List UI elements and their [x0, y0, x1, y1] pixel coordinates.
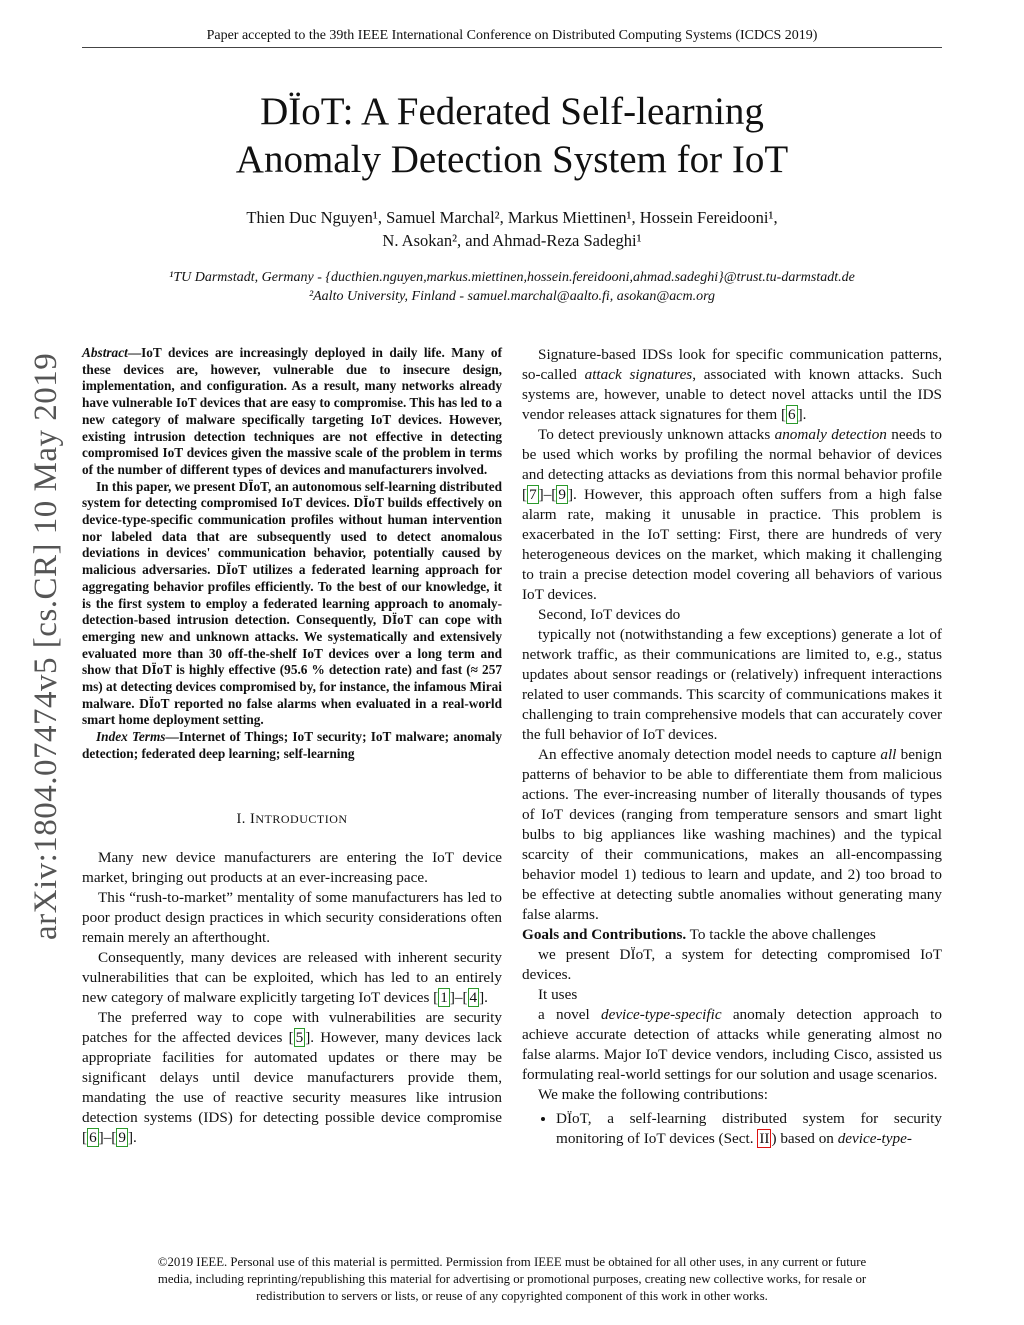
- citation-link[interactable]: 4: [469, 988, 478, 1006]
- venue-header: Paper accepted to the 39th IEEE International Conference on Distributed Computing Systems (ICDCS 2019): [206, 28, 818, 43]
- abstract-paragraph-2: In this paper, we present DÏoT, an autonomous self-learning distributed system for detecting compromised IoT devices. DÏoT builds effectively on device-type-specific communication profiles without human intervention nor labeled data that are subsequently used to detect anomalous deviations in devices' communication behavior, potentially caused by malicious adversaries. DÏoT utilizes a federated learning approach for aggregating behavior profiles efficiently. To the best of our knowledge, it is the first system to employ a federated learning approach to anomaly-detection-based intrusion detection. Consequently, DÏoT can cope with emerging new and unknown attacks. We systematically and extensively evaluated more than 30 off-the-shelf IoT devices over a long term and show that DÏoT is highly effective (95.6 % detection rate) and fast (≈ 257 ms) at detecting devices compromised by, for instance, the infamous Mirai malware. DÏoT reported no false alarms when evaluated in a real-world smart home deployment setting.: [82, 478, 502, 728]
- title-line-2: Anomaly Detection System for IoT: [235, 138, 789, 181]
- right-paragraph-2: To detect previously unknown attacks anomaly detection needs to be used which works by profiling the normal behavior of devices and detecting attacks as deviations from this normal behavior profile [ 7 ]–[ 9 ]. However, this approach often suffers from a high false alarm rate, making it unusable in practice. This problem is exacerbated in the IoT setting: First, there are hundreds of very heterogeneous devices on the market, which making it challenging to train a precise detection model covering all behaviors of various IoT devices.: [522, 426, 942, 603]
- citation-link[interactable]: 1: [440, 988, 448, 1006]
- contribution-list: [522, 1109, 942, 1149]
- citation-link[interactable]: 9: [558, 486, 566, 503]
- intro-paragraph-4: The preferred way to cope with vulnerabilities are security patches for the affected devices [ 5 ]. However, many devices lack appropriate facilities for automated updates or there may be significant delays until device manufacturers provide them, mandating the use of reactive security measures like intrusion detection systems (IDS) for detecting possible device compromise [ 6 ]–[ 9 ].: [82, 1008, 502, 1146]
- citation-link[interactable]: 9: [118, 1128, 126, 1146]
- title-line-1: DÏoT: A Federated Self-learning: [260, 90, 764, 133]
- paper-title: [82, 88, 942, 184]
- right-column: [522, 345, 942, 1149]
- right-paragraph-7: It uses: [538, 986, 578, 1003]
- affiliation-1: ¹TU Darmstadt, Germany - {ducthien.nguyen,markus.miettinen,hossein.fereidooni,ahmad.sadeghi}@trust.tu-darmstadt.de: [169, 270, 855, 285]
- authors-line-1: Thien Duc Nguyen¹, Samuel Marchal², Markus Miettinen¹, Hossein Fereidooni¹,: [246, 208, 778, 227]
- right-paragraph-4: typically not (notwithstanding a few exceptions) generate a lot of network traffic, as their communications are limited to, e.g., status updates about sensor readings or (relatively) infrequent interactions related to user commands. This scarcity of communications makes it challenging to train comprehensive models that can accurately cover the full behavior of IoT devices.: [522, 626, 942, 743]
- footer-line-2: media, including reprinting/republishing this material for advertising or promotional purposes, creating new collective works, for resale or: [157, 1272, 867, 1286]
- right-paragraph-5: An effective anomaly detection model needs to capture all benign patterns of behavior to be able to differentiate them from malicious actions. The ever-increasing number of literally thousands of types of IoT devices (ranging from temperature sensors and smart light bulbs to big appliances like washing machines) and the typical scarcity of their communications, makes an all-encompassing behavior model 1) tedious to learn and update, and 2) too broad to be effective at detecting subtle anomalies without generating many false alarms.: [522, 746, 942, 923]
- affiliation-2: ²Aalto University, Finland - samuel.marchal@aalto.fi, asokan@acm.org: [308, 289, 716, 304]
- intro-paragraph-2: This “rush-to-market” mentality of some manufacturers has led to poor product design practices in which security considerations often remain merely an afterthought.: [82, 888, 502, 946]
- citation-link[interactable]: 5: [295, 1028, 304, 1046]
- right-paragraph-6: we present DÏoT, a system for detecting compromised IoT devices.: [522, 946, 942, 983]
- author-list: [82, 206, 942, 252]
- footer-line-3: redistribution to servers or lists, or reuse of any copyrighted component of this work in other works.: [256, 1289, 768, 1303]
- section-heading-introduction: I. INTRODUCTION: [236, 810, 348, 827]
- copyright-footer: [82, 1254, 942, 1305]
- goals-label: Goals and Contributions.: [522, 926, 687, 943]
- abstract-paragraph-1: [82, 345, 502, 479]
- section-reference-link[interactable]: II: [759, 1130, 770, 1147]
- left-column: [82, 345, 502, 1148]
- footer-line-1: ©2019 IEEE. Personal use of this material is permitted. Permission from IEEE must be obtained for all other uses, in any current or future: [157, 1255, 867, 1269]
- arxiv-stamp: arXiv:1804.07474v5 [cs.CR] 10 May 2019: [28, 352, 64, 940]
- index-terms-label: Index Terms: [96, 729, 166, 745]
- right-paragraph-3: Second, IoT devices do: [538, 606, 681, 623]
- index-terms-text: —Internet of Things; IoT security; IoT malware; anomaly detection; federated deep learning; self-learning: [82, 729, 502, 761]
- right-paragraph-9: We make the following contributions:: [538, 1086, 768, 1103]
- citation-link[interactable]: 7: [529, 486, 537, 503]
- right-paragraph-8: a novel device-type-specific anomaly detection approach to achieve accurate detection of attacks while generating almost no false alarms. Major IoT device vendors, including Cisco, assisted us formulating real-world settings for our solution and usage scenarios.: [522, 1006, 942, 1083]
- citation-link[interactable]: 6: [89, 1128, 97, 1146]
- intro-paragraph-3: Consequently, many devices are released with inherent security vulnerabilities that can be exploited, which has led to an entirely new category of malware explicitly targeting IoT devices [ 1 ]–[ 4 ].: [82, 948, 502, 1006]
- citation-link[interactable]: 6: [788, 406, 796, 423]
- goals-paragraph: Goals and Contributions. To tackle the above challenges: [522, 926, 876, 943]
- abstract-label: Abstract: [82, 345, 128, 360]
- right-paragraph-1: Signature-based IDSs look for specific communication patterns, so-called attack signatures, associated with known attacks. Such systems are, however, unable to detect novel attacks until the IDS vendor releases attack signatures for them [ 6 ].: [522, 346, 942, 423]
- intro-paragraph-1: Many new device manufacturers are entering the IoT device market, bringing out products at an ever-increasing pace.: [82, 848, 502, 886]
- index-terms: [82, 729, 502, 762]
- contribution-item: • DÏoT, a self-learning distributed system for security monitoring of IoT devices (Sect. II ) based on device-type-: [556, 1109, 942, 1149]
- header-rule: [82, 47, 942, 48]
- affiliations: [82, 268, 942, 306]
- authors-line-2: N. Asokan², and Ahmad-Reza Sadeghi¹: [382, 231, 642, 250]
- abstract-text-1: —IoT devices are increasingly deployed in daily life. Many of these devices are, however, vulnerable due to insecure design, implementation, and configuration. As a result, many networks already have vulnerable IoT devices that are easy to compromise. This has led to a new category of malware specifically targeting IoT devices. However, existing intrusion detection techniques are not effective in detecting compromised IoT devices given the massive scale of the problem in terms of the number of different types of devices and manufacturers involved.: [82, 345, 502, 477]
